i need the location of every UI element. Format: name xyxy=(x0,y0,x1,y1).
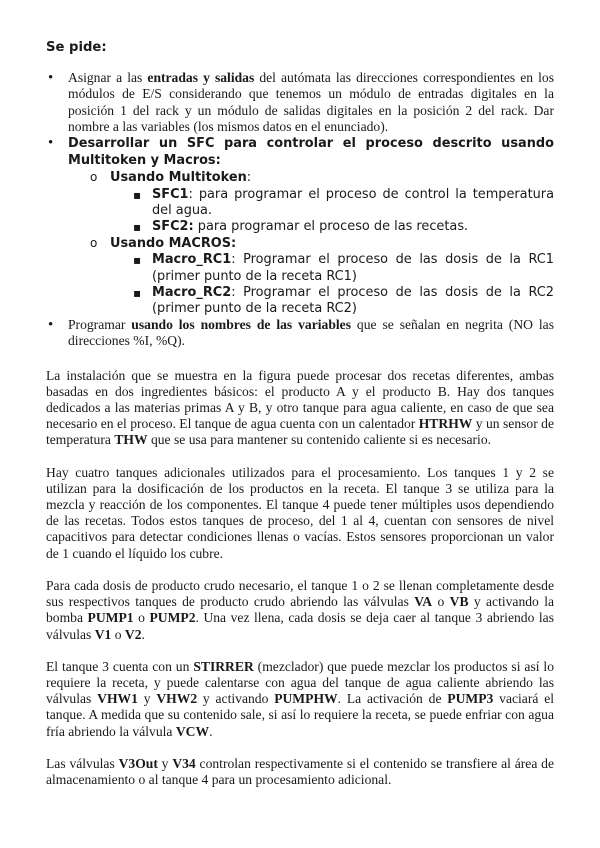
emphasis: usando los nombres de las variables xyxy=(131,317,351,333)
list-item-macro-rc1 xyxy=(130,252,554,284)
paragraph-stirrer xyxy=(46,659,554,740)
item-text: : para programar el proceso de control la temperatura del agua. xyxy=(152,186,554,218)
text: Programar xyxy=(68,317,132,333)
option-multitoken xyxy=(88,169,554,235)
item-name: Macro_RC2 xyxy=(152,284,232,300)
text: que se señalan en negrita (NO las direcciones %I, %Q). xyxy=(68,317,554,349)
requirements-list xyxy=(46,70,554,349)
colon: : xyxy=(246,170,252,186)
multitoken-items xyxy=(110,187,554,236)
paragraph-dosing xyxy=(46,578,554,643)
variable-name: STIRRER xyxy=(193,658,254,674)
variable-name: PUMP1 xyxy=(87,610,134,626)
item-text: : Programar el proceso de las dosis de la RC1 (primer punto de la receta RC1) xyxy=(152,252,554,284)
text: . La activación de xyxy=(337,691,448,707)
text: . xyxy=(141,626,145,642)
text: y xyxy=(157,755,173,771)
variable-name: PUMPHW xyxy=(274,691,338,707)
variable-name: PUMP3 xyxy=(447,691,494,707)
emphasis: entradas y salidas xyxy=(147,70,255,86)
text: del autómata las direcciones correspondientes en los módulos de E/S considerando que tenemos un módulo de entradas digitales en la posición 1 del rack y un módulo de salidas digitales en la posición 2 del rack. Dar nombre a las variables (los mismos datos en el enunciado). xyxy=(68,70,555,134)
text: Para cada dosis de producto crudo necesario, el tanque 1 o 2 se llenan completamente desde sus respectivos tanques de producto crudo abriendo las válvulas xyxy=(46,577,554,610)
text: Asignar a las xyxy=(68,70,148,86)
item-text: : Programar el proceso de las dosis de la RC2 (primer punto de la receta RC2) xyxy=(152,284,554,317)
paragraph-installation xyxy=(46,368,554,449)
variable-name: HTRHW xyxy=(418,416,473,432)
text: . xyxy=(209,723,213,739)
list-item-macro-rc2 xyxy=(130,285,554,317)
list-item-sfc1 xyxy=(130,187,554,219)
text: y activando xyxy=(197,691,275,707)
variable-name: PUMP2 xyxy=(149,610,196,626)
variable-name: V3Out xyxy=(118,755,158,771)
item-text: para programar el proceso de las recetas. xyxy=(193,219,469,235)
text: o xyxy=(133,610,150,626)
variable-name: V34 xyxy=(172,755,196,771)
text: Las válvulas xyxy=(46,755,119,771)
text: El tanque 3 cuenta con un xyxy=(46,658,194,674)
paragraph-tanks: Hay cuatro tanques adicionales utilizados para el procesamiento. Los tanques 1 y 2 se utilizan para la dosificación de los productos en la receta. El tanque 3 se utiliza para la mezcla y reacción de los componentes. El tanque 4 puede tener múltiples usos dependiendo de las recetas. Todos estos tanques de proceso, del 1 al 4, cuentan con sensores de nivel capacitivos para detectar condiciones llenas o vacías. Estos sensores proporcionan un valor de 1 cuando el líquido los cubre. xyxy=(46,464,554,561)
variable-name: VHW1 xyxy=(97,691,138,707)
text: (mezclador) que puede mezclar los productos si así lo requiere la receta, y puede calentarse con agua del tanque de agua caliente abriendo las válvulas xyxy=(46,658,555,707)
item-name: Macro_RC1 xyxy=(152,252,232,268)
variable-name: VCW xyxy=(175,723,210,739)
variable-name: V2 xyxy=(124,626,142,642)
text: . Una vez llena, cada dosis se deja caer al tanque 3 abriendo las válvulas xyxy=(46,610,554,642)
text: controlan respectivamente si el contenido se transfiere al área de almacenamiento o al tanque 4 para un procesamiento adicional. xyxy=(46,755,555,787)
text: o xyxy=(432,594,450,610)
option-multitoken-label: Usando Multitoken xyxy=(110,170,247,186)
list-item-sfc2 xyxy=(130,219,554,235)
variable-name: THW xyxy=(114,432,148,448)
option-macros xyxy=(88,235,554,317)
item-name: SFC2: xyxy=(152,219,194,235)
text: y activando la bomba xyxy=(46,594,555,626)
text: y xyxy=(137,691,157,707)
paragraph-valves xyxy=(46,756,554,788)
text: que se usa para mantener su contenido caliente si es necesario. xyxy=(147,432,492,448)
variable-name: VB xyxy=(449,594,469,610)
text: La instalación que se muestra en la figura puede procesar dos recetas diferentes, ambas basadas en dos ingredientes básicos: el producto A y el producto B. Hay dos tanques dedicados a las materias primas A y B, y otro tanque para agua caliente, en caso de que sea necesario en el proceso. El tanque de agua cuenta con un calentador xyxy=(46,367,554,432)
sfc-options-list xyxy=(68,169,554,317)
text: y un sensor de temperatura xyxy=(46,416,554,448)
requirement-variable-names xyxy=(46,317,554,349)
item-name: SFC1 xyxy=(152,186,189,202)
option-macros-label: Usando MACROS: xyxy=(110,236,237,252)
requirement-io-assignment xyxy=(46,70,554,135)
text: vaciará el tanque. A medida que su contenido sale, si así lo requiere la receta, se puede enfriar con agua fría abriendo la válvula xyxy=(46,691,555,739)
requirement-sfc-title: Desarrollar un SFC para controlar el proceso descrito usando Multitoken y Macros: xyxy=(68,136,554,169)
variable-name: VHW2 xyxy=(156,691,198,707)
macros-items xyxy=(110,252,554,317)
variable-name: VA xyxy=(414,594,433,610)
text: o xyxy=(111,626,125,642)
section-heading: Se pide: xyxy=(46,40,107,55)
requirement-sfc xyxy=(46,135,554,317)
variable-name: V1 xyxy=(94,626,112,642)
